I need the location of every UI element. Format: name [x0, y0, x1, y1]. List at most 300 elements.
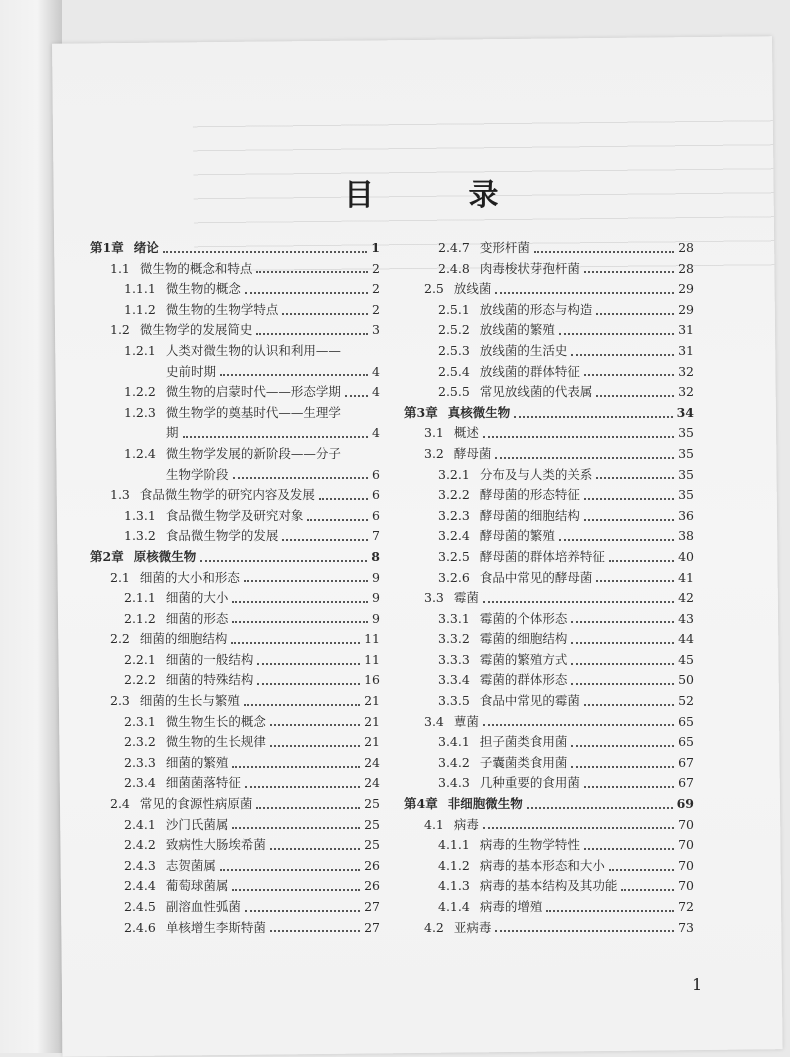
- toc-entry: [404, 444, 694, 465]
- toc-entry-title: 微生物学的发展简史: [139, 322, 253, 338]
- dot-leader: [584, 785, 674, 788]
- toc-entry-title: 微生物学发展的新阶段——分子: [165, 445, 341, 461]
- toc-entry-number: 2.4: [110, 796, 130, 812]
- toc-entry: [404, 609, 694, 630]
- toc-entry-number: 2.3.1: [124, 713, 156, 729]
- dot-leader: [256, 332, 368, 335]
- dot-leader: [183, 435, 369, 438]
- toc-entry-number: 2.4.2: [124, 837, 156, 853]
- toc-entry-page: 45: [678, 651, 694, 667]
- toc-entry-number: 4.1.4: [438, 899, 470, 914]
- toc-entry: [404, 506, 694, 527]
- toc-entry: [90, 897, 380, 918]
- toc-entry-page: 31: [678, 342, 694, 358]
- toc-entry-page: 28: [678, 260, 694, 276]
- toc-entry: [90, 320, 380, 341]
- dot-leader: [257, 682, 360, 685]
- toc-entry-title: 酵母菌的群体培养特征: [479, 548, 605, 564]
- toc-entry: [90, 773, 380, 794]
- toc-entry-page: 4: [372, 425, 380, 441]
- toc-entry: [90, 259, 380, 280]
- toc-entry: [90, 526, 380, 547]
- toc-entry-page: 27: [364, 919, 380, 935]
- dot-leader: [559, 538, 674, 541]
- dot-leader: [546, 909, 674, 912]
- dot-leader: [233, 476, 369, 479]
- toc-entry-page: 52: [678, 693, 694, 709]
- dot-leader: [596, 394, 674, 397]
- toc-entry-page: 38: [678, 528, 694, 544]
- toc-entry-title: 微生物的启蒙时代——形态学期: [165, 384, 341, 400]
- toc-entry-title: 几种重要的食用菌: [479, 775, 580, 791]
- toc-right-column: [404, 238, 694, 938]
- toc-entry-page: 6: [372, 487, 380, 503]
- toc-entry-number: 2.3.2: [124, 734, 156, 750]
- toc-entry-number: 2.5.2: [438, 322, 470, 338]
- toc-entry-title: 真核微生物: [447, 404, 511, 420]
- dot-leader: [200, 559, 367, 562]
- dot-leader: [584, 270, 674, 273]
- toc-entry-title: 史前时期: [166, 363, 217, 379]
- toc-entry-title: 霉菌: [453, 590, 479, 606]
- toc-entry: [404, 279, 694, 300]
- toc-entry-page: 2: [372, 301, 380, 317]
- toc-entry-page: 42: [678, 590, 694, 606]
- toc-entry: [90, 444, 380, 465]
- toc-entry-title: 细菌菌落特征: [165, 775, 241, 791]
- toc-entry-title: 酵母菌的繁殖: [479, 528, 555, 544]
- dot-leader: [231, 641, 360, 644]
- dot-leader: [232, 826, 360, 829]
- toc-entry-title: 概述: [453, 425, 479, 441]
- toc-entry: [90, 568, 380, 589]
- toc-entry-page: 4: [372, 384, 380, 400]
- dot-leader: [163, 250, 368, 253]
- toc-entry-title: 子囊菌类食用菌: [479, 754, 568, 770]
- toc-entry: [90, 815, 380, 836]
- toc-entry-number: 3.2.2: [438, 487, 470, 503]
- toc-entry-number: 3.4.1: [438, 734, 470, 750]
- toc-entry-page: 32: [678, 363, 694, 379]
- page-number: 1: [692, 975, 703, 994]
- toc-entry-number: 4.2: [424, 919, 444, 935]
- toc-entry-page: 25: [364, 816, 380, 832]
- toc-entry-page: 6: [372, 466, 380, 482]
- toc-entry-number: 3.4.3: [438, 775, 470, 791]
- toc-entry-number: 4.1.1: [438, 837, 470, 853]
- toc-entry-number: 3.3.5: [438, 693, 470, 709]
- toc-entry: [90, 362, 380, 383]
- toc-entry-number: 4.1.3: [438, 878, 470, 894]
- toc-entry-page: 67: [678, 775, 694, 791]
- toc-entry-title: 病毒的增殖: [479, 899, 543, 914]
- toc-entry-number: 1.1: [110, 260, 130, 276]
- toc-entry: [90, 918, 380, 939]
- dot-leader: [571, 620, 674, 623]
- toc-entry-title: 微生物的概念和特点: [139, 260, 253, 276]
- toc-entry-title: 葡萄球菌属: [165, 878, 229, 894]
- toc-entry: [404, 300, 694, 321]
- dot-leader: [245, 291, 368, 294]
- toc-entry-number: 2.3: [110, 693, 130, 709]
- toc-entry-title: 致病性大肠埃希菌: [165, 837, 266, 853]
- toc-entry-number: 3.2.6: [438, 569, 470, 585]
- toc-entry: [90, 609, 380, 630]
- toc-entry-title: 副溶血性弧菌: [165, 899, 241, 914]
- dot-leader: [584, 703, 674, 706]
- toc-entry-page: 21: [364, 734, 380, 750]
- toc-entry-number: 3.2.5: [438, 548, 470, 564]
- toc-entry-title: 分布及与人类的关系: [479, 466, 593, 482]
- dot-leader: [596, 476, 674, 479]
- toc-entry: [90, 547, 380, 568]
- toc-entry-page: 21: [364, 713, 380, 729]
- toc-entry-title: 微生物的概念: [165, 281, 241, 297]
- toc-entry-title: 志贺菌属: [165, 857, 216, 873]
- toc-entry-page: 69: [676, 796, 694, 812]
- dot-leader: [483, 723, 674, 726]
- toc-entry: [404, 238, 694, 259]
- toc-entry-page: 34: [676, 404, 694, 420]
- toc-entry-title: 食品微生物学及研究对象: [165, 507, 304, 523]
- toc-entry: [90, 588, 380, 609]
- dot-leader: [319, 497, 368, 500]
- toc-entry: [404, 794, 694, 815]
- toc-entry: [404, 815, 694, 836]
- toc-entry-title: 人类对微生物的认识和利用——: [165, 342, 341, 358]
- toc-entry-page: 1: [371, 240, 380, 255]
- toc-entry-page: 35: [678, 425, 694, 441]
- dot-leader: [270, 723, 360, 726]
- dot-leader: [483, 435, 674, 438]
- toc-entry-page: 50: [678, 672, 694, 688]
- toc-entry-page: 35: [678, 466, 694, 482]
- toc-entry-title: 沙门氏菌属: [165, 816, 229, 832]
- toc-entry: [90, 650, 380, 671]
- toc-entry-number: 2.4.3: [124, 857, 156, 873]
- toc-entry-number: 1.3.1: [124, 507, 156, 523]
- toc-entry: [90, 794, 380, 815]
- dot-leader: [220, 373, 368, 376]
- dot-leader: [282, 312, 368, 315]
- toc-entry-page: 24: [364, 775, 380, 791]
- toc-entry-title: 食品微生物学的发展: [165, 528, 279, 544]
- toc-entry-title: 细菌的生长与繁殖: [139, 693, 240, 709]
- toc-entry-title: 霉菌的个体形态: [479, 610, 568, 626]
- toc-entry-number: 3.3.4: [438, 672, 470, 688]
- toc-entry-number: 第3章: [404, 404, 438, 420]
- dot-leader: [571, 641, 674, 644]
- toc-entry-number: 2.4.5: [124, 899, 156, 914]
- page-title: 目 录: [344, 178, 541, 213]
- toc-entry-number: 2.5.5: [438, 384, 470, 400]
- toc-entry: [404, 691, 694, 712]
- dot-leader: [232, 765, 360, 768]
- toc-entry-number: 4.1.2: [438, 857, 470, 873]
- dot-leader: [534, 250, 674, 253]
- toc-entry: [404, 403, 694, 424]
- toc-entry-title: 常见放线菌的代表属: [479, 384, 593, 400]
- toc-entry: [404, 650, 694, 671]
- dot-leader: [483, 826, 674, 829]
- toc-entry-page: 36: [678, 507, 694, 523]
- toc-entry: [404, 341, 694, 362]
- dot-leader: [270, 744, 360, 747]
- toc-entry-page: 6: [372, 507, 380, 523]
- dot-leader: [256, 806, 360, 809]
- toc-entry-page: 16: [364, 672, 380, 688]
- toc-entry: [404, 918, 694, 939]
- dot-leader: [345, 394, 368, 397]
- toc-entry-number: 3.4: [424, 713, 444, 729]
- toc-entry: [404, 773, 694, 794]
- toc-entry: [404, 485, 694, 506]
- dot-leader: [244, 579, 368, 582]
- toc-entry-page: 24: [364, 754, 380, 770]
- toc-entry-number: 2.3.3: [124, 754, 156, 770]
- dot-leader: [245, 909, 360, 912]
- toc-entry-number: 2.1.2: [124, 610, 156, 626]
- dot-leader: [220, 868, 360, 871]
- toc-entry-page: 8: [371, 548, 380, 564]
- toc-entry: [404, 382, 694, 403]
- toc-entry-number: 1.2: [110, 322, 130, 338]
- toc-entry: [90, 856, 380, 877]
- toc-entry-number: 2.3.4: [124, 775, 156, 791]
- dot-leader: [571, 662, 674, 665]
- dot-leader: [609, 559, 674, 562]
- dot-leader: [609, 868, 674, 871]
- toc-entry-number: 2.5: [424, 281, 444, 297]
- toc-entry-number: 1.2.3: [124, 404, 156, 420]
- toc-entry-page: 2: [372, 260, 380, 276]
- toc-entry-page: 29: [678, 281, 694, 297]
- toc-entry-page: 21: [364, 693, 380, 709]
- toc-entry: [404, 897, 694, 918]
- toc-entry: [90, 732, 380, 753]
- toc-entry: [404, 320, 694, 341]
- toc-entry-number: 2.5.1: [438, 301, 470, 317]
- toc-entry-number: 3.2.4: [438, 528, 470, 544]
- toc-entry-title: 变形杆菌: [479, 240, 530, 255]
- toc-entry: [90, 465, 380, 486]
- toc-entry-page: 4: [372, 363, 380, 379]
- toc-entry-number: 第4章: [404, 796, 438, 812]
- toc-entry-title: 放线菌的生活史: [479, 342, 568, 358]
- toc-entry-number: 3.3: [424, 590, 444, 606]
- toc-entry-number: 3.3.2: [438, 631, 470, 647]
- toc-entry-title: 酵母菌的细胞结构: [479, 507, 580, 523]
- toc-entry-number: 1.2.2: [124, 384, 156, 400]
- toc-entry-title: 霉菌的繁殖方式: [479, 651, 568, 667]
- toc-entry-number: 1.3: [110, 487, 130, 503]
- toc-entry: [404, 629, 694, 650]
- toc-entry-title: 生物学阶段: [166, 466, 229, 482]
- toc-entry-title: 放线菌: [453, 281, 492, 297]
- dot-leader: [245, 785, 360, 788]
- toc-entry-page: 70: [678, 857, 694, 873]
- toc-entry-title: 放线菌的群体特征: [479, 363, 580, 379]
- toc-entry: [90, 485, 380, 506]
- toc-entry: [404, 526, 694, 547]
- dot-leader: [483, 600, 674, 603]
- toc-entry: [404, 547, 694, 568]
- toc-entry-number: 2.1: [110, 569, 130, 585]
- toc-entry-title: 病毒的生物学特性: [479, 837, 580, 853]
- toc-entry-title: 绪论: [133, 240, 159, 255]
- toc-entry-title: 放线菌的形态与构造: [479, 301, 593, 317]
- dot-leader: [232, 888, 360, 891]
- toc-entry-title: 细菌的形态: [165, 610, 229, 626]
- toc-entry-page: 35: [678, 445, 694, 461]
- dot-leader: [495, 291, 674, 294]
- toc-entry-page: 43: [678, 610, 694, 626]
- toc-entry: [404, 856, 694, 877]
- toc-entry: [90, 753, 380, 774]
- toc-entry-page: 73: [678, 919, 694, 935]
- toc-entry-page: 44: [678, 631, 694, 647]
- dot-leader: [584, 847, 674, 850]
- toc-entry-title: 细菌的繁殖: [165, 754, 229, 770]
- toc-entry-number: 3.2.3: [438, 507, 470, 523]
- toc-left-column: [90, 238, 380, 938]
- toc-entry-page: 11: [364, 631, 380, 647]
- toc-entry: [90, 629, 380, 650]
- toc-entry: [90, 712, 380, 733]
- toc-entry-page: 32: [678, 384, 694, 400]
- toc-entry-title: 食品微生物学的研究内容及发展: [139, 487, 315, 503]
- toc-entry-number: 3.3.1: [438, 610, 470, 626]
- dot-leader: [571, 353, 674, 356]
- toc-entry: [90, 835, 380, 856]
- dot-leader: [232, 620, 368, 623]
- toc-entry: [404, 568, 694, 589]
- toc-entry-number: 2.2.1: [124, 651, 156, 667]
- toc-entry-page: 41: [678, 569, 694, 585]
- toc-entry-page: 35: [678, 487, 694, 503]
- toc-entry-title: 霉菌的细胞结构: [479, 631, 568, 647]
- toc-entry: [404, 712, 694, 733]
- toc-entry: [90, 238, 380, 259]
- toc-entry: [404, 588, 694, 609]
- toc-entry-title: 微生物的生物学特点: [165, 301, 279, 317]
- toc-entry-title: 病毒的基本形态和大小: [479, 857, 605, 873]
- toc-entry: [90, 279, 380, 300]
- toc-entry: [90, 670, 380, 691]
- toc-entry: [404, 753, 694, 774]
- dot-leader: [495, 456, 674, 459]
- toc-entry-number: 3.3.3: [438, 651, 470, 667]
- toc-entry-page: 9: [372, 569, 380, 585]
- toc-entry-title: 放线菌的繁殖: [479, 322, 555, 338]
- toc-entry: [404, 423, 694, 444]
- toc-entry-title: 细菌的大小和形态: [139, 569, 240, 585]
- dot-leader: [244, 703, 360, 706]
- toc-entry-number: 2.2.2: [124, 672, 156, 688]
- toc-entry-number: 2.5.3: [438, 342, 470, 358]
- toc-entry: [90, 876, 380, 897]
- toc-entry-number: 2.4.8: [438, 260, 470, 276]
- toc-entry: [404, 876, 694, 897]
- toc-entry: [404, 835, 694, 856]
- toc-entry-title: 微生物生长的概念: [165, 713, 266, 729]
- toc-entry-number: 3.2: [424, 445, 444, 461]
- toc-entry-title: 食品中常见的酵母菌: [479, 569, 593, 585]
- toc-entry-title: 肉毒梭状芽孢杆菌: [479, 260, 580, 276]
- dot-leader: [270, 929, 360, 932]
- dot-leader: [495, 929, 674, 932]
- dot-leader: [527, 806, 673, 809]
- toc-entry-title: 微生物的生长规律: [165, 734, 266, 750]
- toc-entry-title: 病毒的基本结构及其功能: [479, 878, 618, 894]
- dot-leader: [596, 579, 674, 582]
- toc-entry-number: 3.1: [424, 425, 444, 441]
- toc-entry-title: 细菌的一般结构: [165, 651, 254, 667]
- toc-entry-page: 67: [678, 754, 694, 770]
- toc-entry-page: 2: [372, 281, 380, 297]
- toc-entry-number: 2.4.7: [438, 240, 470, 255]
- toc-entry-page: 65: [678, 734, 694, 750]
- toc-entry: [404, 465, 694, 486]
- dot-leader: [232, 600, 368, 603]
- toc-entry-title: 细菌的细胞结构: [139, 631, 228, 647]
- toc-entry-title: 细菌的大小: [165, 590, 229, 606]
- toc-entry-page: 25: [364, 837, 380, 853]
- toc-entry-number: 1.3.2: [124, 528, 156, 544]
- toc-entry-title: 酵母菌: [453, 445, 492, 461]
- toc-entry-number: 1.1.1: [124, 281, 156, 297]
- toc-entry-title: 酵母菌的形态特征: [479, 487, 580, 503]
- toc-entry-page: 3: [372, 322, 380, 338]
- dot-leader: [270, 847, 360, 850]
- toc-entry-page: 70: [678, 837, 694, 853]
- toc-entry-title: 单核增生李斯特菌: [165, 919, 266, 935]
- toc-entry-number: 2.5.4: [438, 363, 470, 379]
- dot-leader: [571, 744, 674, 747]
- toc-entry-number: 2.1.1: [124, 590, 156, 606]
- dot-leader: [584, 518, 674, 521]
- toc-entry: [90, 300, 380, 321]
- toc-entry: [404, 362, 694, 383]
- toc-entry-title: 原核微生物: [133, 548, 197, 564]
- toc-entry-page: 7: [372, 528, 380, 544]
- toc-entry-number: 3.4.2: [438, 754, 470, 770]
- toc-entry-number: 3.2.1: [438, 466, 470, 482]
- toc-entry-page: 9: [372, 590, 380, 606]
- dot-leader: [571, 682, 674, 685]
- toc-entry-page: 9: [372, 610, 380, 626]
- toc-entry-page: 28: [678, 240, 694, 255]
- toc-entry-title: 亚病毒: [453, 919, 492, 935]
- toc-entry-number: 2.4.1: [124, 816, 156, 832]
- toc-entry-number: 第1章: [90, 240, 124, 255]
- dot-leader: [559, 332, 674, 335]
- toc-entry-page: 11: [364, 651, 380, 667]
- toc-entry-title: 蕈菌: [453, 713, 479, 729]
- toc-entry-page: 40: [678, 548, 694, 564]
- dot-leader: [571, 765, 674, 768]
- dot-leader: [282, 538, 368, 541]
- toc-entry-number: 2.2: [110, 631, 130, 647]
- toc-entry-page: 31: [678, 322, 694, 338]
- toc-entry-page: 65: [678, 713, 694, 729]
- toc-entry: [90, 423, 380, 444]
- dot-leader: [621, 888, 674, 891]
- toc-entry: [90, 506, 380, 527]
- dot-leader: [514, 415, 672, 418]
- toc-entry: [404, 670, 694, 691]
- toc-entry-page: 72: [678, 899, 694, 914]
